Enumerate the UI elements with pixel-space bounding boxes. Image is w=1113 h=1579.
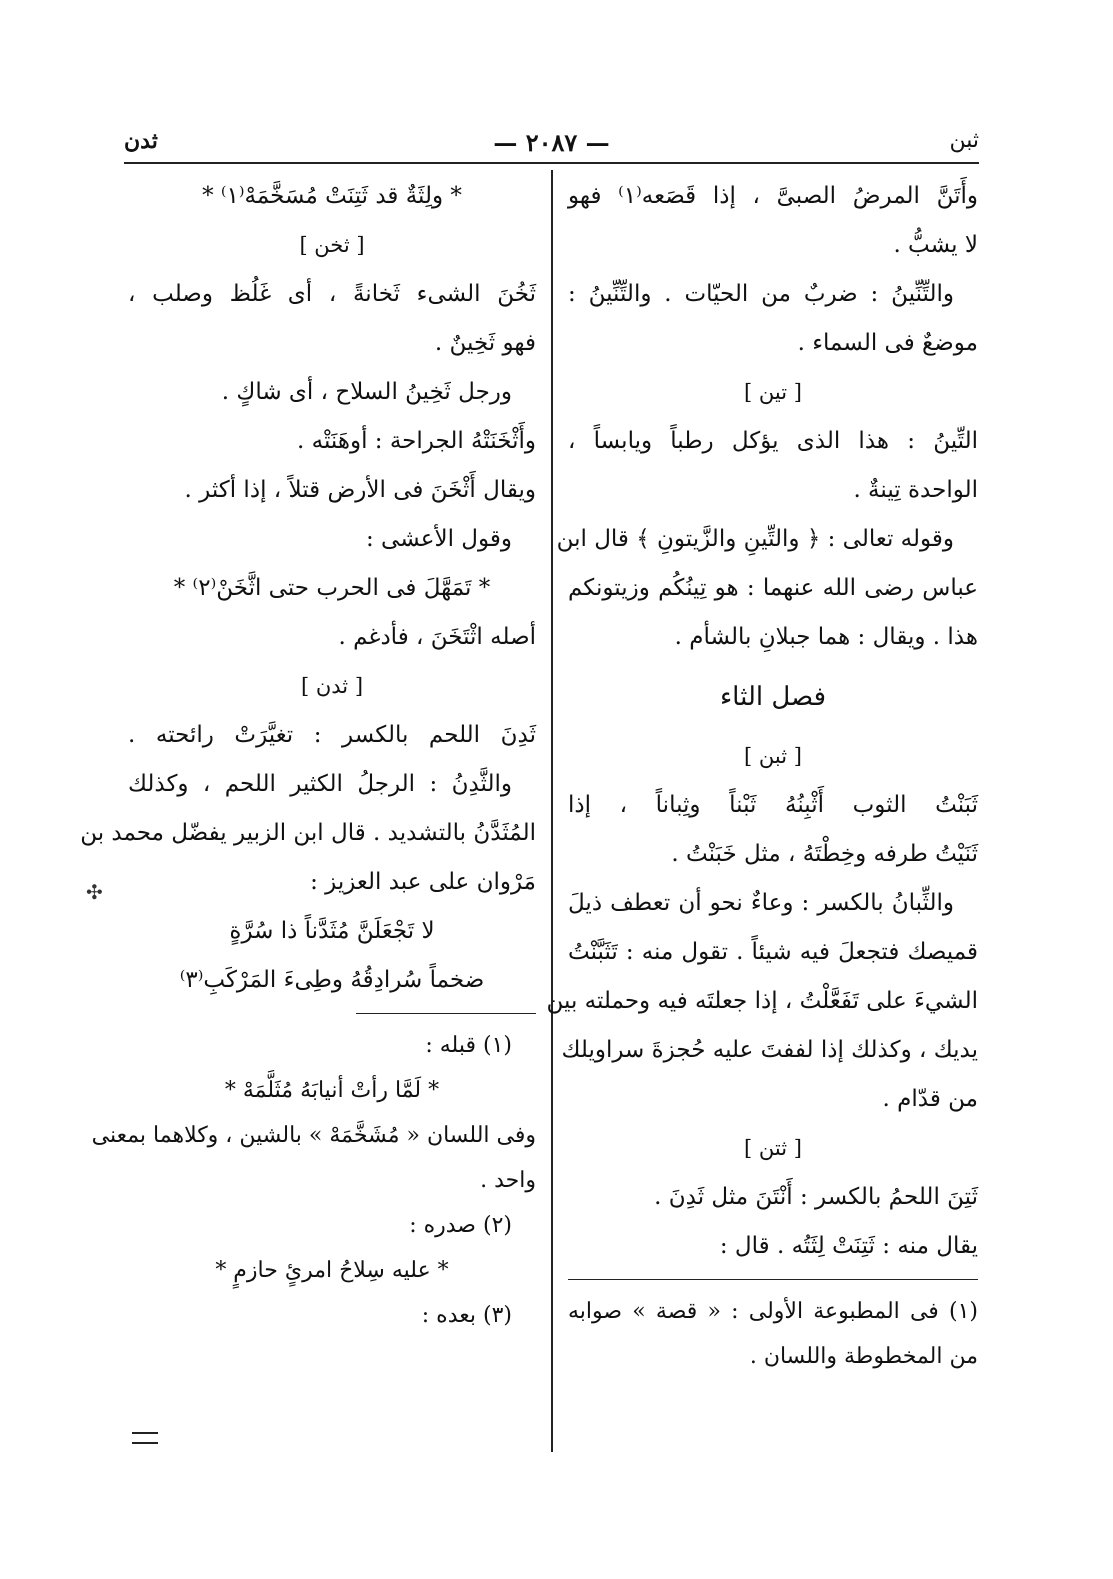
text-line: قميصك فتجعلَ فيه شيئاً . تقول منه : تَثَبَّنْتُ	[568, 939, 978, 965]
text-line: يقال منه : ثَتِنَتْ لِثَتُه . قال :	[719, 1233, 978, 1259]
text-line: مَرْوان على عبد العزيز :	[310, 869, 536, 895]
text-line: أصله اثْتَخَنَ ، فأدغم .	[338, 624, 536, 650]
text-line: ثَدِنَ اللحم بالكسر : تغيَّرَتْ رائحته .	[128, 722, 536, 748]
text-line: وقوله تعالى : ﴿ والتِّينِ والزَّيتونِ ﴾ قال ابن	[556, 526, 954, 552]
text-line: ورجل ثَخِينُ السلاح ، أى شاكٍ .	[221, 379, 512, 405]
left-column	[80, 172, 536, 1338]
text-line: وقول الأعشى :	[366, 526, 512, 552]
margin-mark: ✣	[86, 880, 103, 904]
text-line: الشيءَ على تَفَعَّلْتُ ، إذا جعلتَه فيه وحملته بين	[546, 988, 978, 1014]
page-header	[124, 128, 979, 162]
right-column	[546, 172, 978, 1379]
entry-heading: [ ثتن ]	[744, 1136, 802, 1160]
running-head-right: ثبن	[949, 128, 979, 153]
text-line: موضعٌ فى السماء .	[797, 330, 978, 356]
footnotes	[91, 1023, 536, 1338]
entry-heading: [ ثخن ]	[299, 233, 365, 257]
header-rule	[124, 162, 979, 164]
footnote-line: من المخطوطة واللسان .	[749, 1344, 978, 1369]
verse-line: ضخماً سُرادِقُهُ وطِىءَ المَرْكَبِ⁽٣⁾	[179, 967, 485, 993]
verse-line: * تَمَهَّلَ فى الحرب حتى اثَّخَنْ⁽٢⁾ *	[173, 575, 491, 601]
footnote-line: (١) فى المطبوعة الأولى : « قصة » صوابه	[568, 1299, 978, 1324]
continuation-mark	[132, 1432, 158, 1444]
footnote-line: وفى اللسان « مُشَخَّمَهْ » بالشين ، وكلاهما بمعنى	[91, 1123, 536, 1148]
text-line: عباس رضى الله عنهما : هو تِينُكُم وزيتونكم	[568, 575, 978, 601]
text-line: ثَنَيْتُ طرفه وخِطْتَهُ ، مثل خَبَنْتُ .	[671, 841, 978, 867]
text-line: وأَتَنَّ المرضُ الصبىَّ ، إذا قَصَعه⁽١⁾ فهو	[568, 183, 978, 209]
footnote-line: (٣) بعده :	[421, 1303, 512, 1328]
section-title: فصل الثاء	[719, 682, 827, 712]
column-divider	[551, 170, 553, 1452]
text-line: والثَّدِنُ : الرجلُ الكثير اللحم ، وكذلك	[128, 771, 512, 797]
verse-line: * ولِثَةٌ قد ثَتِنَتْ مُسَخَّمَهْ⁽١⁾ *	[202, 183, 462, 209]
footnote-line: (٢) صدره :	[409, 1213, 512, 1238]
footnote-line: * عليه سِلاحُ امرئٍ حازمٍ *	[215, 1258, 449, 1283]
entry-heading: [ ثدن ]	[300, 674, 364, 698]
footnote-line: * لَمَّا رأتْ أنيابَهُ مُثَلَّمَهْ *	[224, 1078, 440, 1103]
text-line: التِّينُ : هذا الذى يؤكل رطباً ويابساً ،	[568, 428, 978, 454]
footnotes	[568, 1289, 978, 1379]
entry-heading: [ ثبن ]	[744, 744, 802, 768]
text-line: يديك ، وكذلك إذا لففتَ عليه حُجزةَ سراويلك	[561, 1037, 978, 1063]
text-line: ثَتِنَ اللحمُ بالكسر : أَنْتَنَ مثل ثَدِنَ .	[654, 1184, 978, 1210]
text-line: ثَبَنْتُ الثوب أَثْبِنُهُ ثَبْناً وثِباناً ، إذا	[568, 792, 978, 818]
text-line: والثِّبانُ بالكسر : وعاءٌ نحو أن تعطف ذيلَ	[568, 890, 954, 916]
verse-line: لا تَجْعَلَنَّ مُثَدَّناً ذا سُرَّةٍ	[229, 918, 435, 944]
footnote-rule	[568, 1271, 978, 1289]
footnote-line: (١) قبله :	[425, 1033, 512, 1058]
text-line: والتِّنِّينُ : ضربٌ من الحيّات . والتِّنِّينُ :	[568, 281, 954, 307]
text-line: هذا . ويقال : هما جبلانِ بالشأم .	[674, 624, 978, 650]
text-line: الواحدة تِينةٌ .	[853, 477, 978, 503]
page-number: — ٢٠٨٧ —	[493, 128, 610, 157]
footnote-rule	[128, 1005, 536, 1023]
text-line: لا يشبُّ .	[893, 232, 978, 258]
text-line: وأَثْخَنَتْهُ الجراحة : أوهَنَتْه .	[297, 428, 536, 454]
running-head-left: ثدن	[124, 128, 158, 154]
text-line: فهو ثَخِينٌ .	[434, 330, 536, 356]
text-line: ويقال أَثْخَنَ فى الأرض قتلاً ، إذا أكثر .	[184, 477, 536, 503]
entry-heading: [ تين ]	[744, 380, 802, 404]
text-line: ثَخُنَ الشىء ثَخانةً ، أى غَلُظ وصلب ،	[128, 281, 536, 307]
text-line: المُثَدَّنُ بالتشديد . قال ابن الزبير يفضّل محمد بن	[80, 820, 536, 846]
footnote-line: واحد .	[480, 1168, 536, 1193]
text-line: من قدّام .	[882, 1086, 978, 1112]
